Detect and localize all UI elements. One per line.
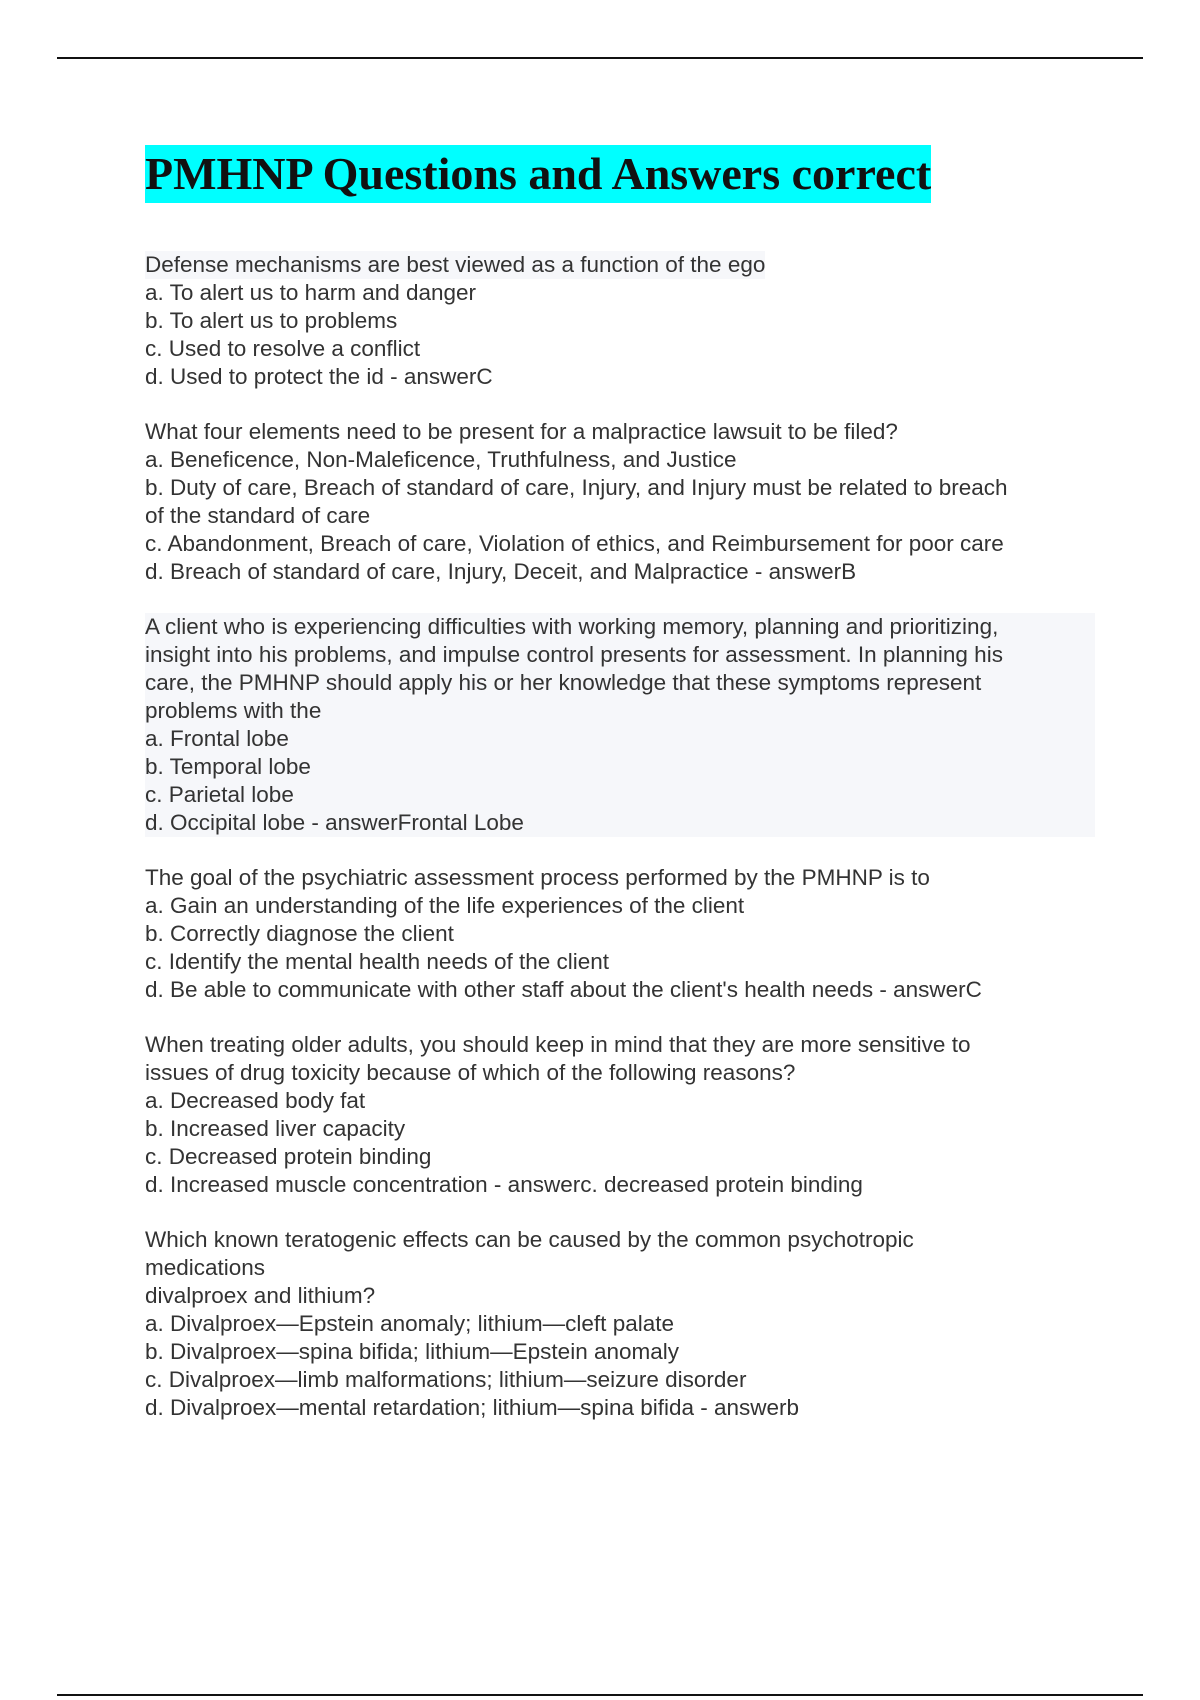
answer-option: c. Identify the mental health needs of the client [145,949,610,974]
answer-option: c. Parietal lobe [145,782,294,807]
question-stem: care, the PMHNP should apply his or her knowledge that these symptoms represent [145,670,982,695]
answer-option: c. Divalproex—limb malformations; lithium—seizure disorder [145,1367,747,1392]
question-block-2 [145,418,1095,586]
answer-option-continued: of the standard of care [145,503,371,528]
answer-option: b. To alert us to problems [145,308,398,333]
answer-option: d. Occipital lobe - answerFrontal Lobe [145,810,524,835]
answer-option: a. Beneficence, Non-Maleficence, Truthfulness, and Justice [145,447,737,472]
answer-option: b. Temporal lobe [145,754,311,779]
question-stem: The goal of the psychiatric assessment process performed by the PMHNP is to [145,865,930,890]
answer-option: d. Increased muscle concentration - answerc. decreased protein binding [145,1172,863,1197]
question-block-3 [145,613,1095,837]
question-stem: medications [145,1255,266,1280]
answer-option: a. Divalproex—Epstein anomaly; lithium—cleft palate [145,1311,674,1336]
question-stem: A client who is experiencing difficulties with working memory, planning and prioritizing, [145,614,999,639]
answer-option: d. Breach of standard of care, Injury, Deceit, and Malpractice - answerB [145,559,857,584]
answer-option: d. Divalproex—mental retardation; lithium—spina bifida - answerb [145,1395,800,1420]
answer-option: d. Used to protect the id - answerC [145,364,493,389]
answer-option: a. Gain an understanding of the life experiences of the client [145,893,745,918]
question-stem: When treating older adults, you should keep in mind that they are more sensitive to [145,1032,971,1057]
answer-option: b. Correctly diagnose the client [145,921,454,946]
question-stem: What four elements need to be present for a malpractice lawsuit to be filed? [145,419,898,444]
question-stem: issues of drug toxicity because of which of the following reasons? [145,1060,796,1085]
question-stem: Defense mechanisms are best viewed as a function of the ego [145,252,766,277]
answer-option: b. Duty of care, Breach of standard of care, Injury, and Injury must be related to breach [145,475,1008,500]
answer-option: c. Decreased protein binding [145,1144,432,1169]
answer-option: d. Be able to communicate with other staff about the client's health needs - answerC [145,977,982,1002]
question-stem: insight into his problems, and impulse control presents for assessment. In planning his [145,642,1003,667]
question-stem: problems with the [145,698,322,723]
question-block-5 [145,1031,1095,1199]
document-body [145,145,1095,1449]
question-block-6 [145,1226,1095,1422]
page-title: PMHNP Questions and Answers correct [145,145,931,203]
question-block-4 [145,864,1095,1004]
answer-option: b. Divalproex—spina bifida; lithium—Epstein anomaly [145,1339,680,1364]
answer-option: c. Used to resolve a conflict [145,336,421,361]
answer-option: a. Decreased body fat [145,1088,366,1113]
answer-option: b. Increased liver capacity [145,1116,406,1141]
question-block-1 [145,251,1095,391]
bottom-rule [57,1694,1143,1696]
question-stem: divalproex and lithium? [145,1283,376,1308]
answer-option: a. To alert us to harm and danger [145,280,477,305]
answer-option: c. Abandonment, Breach of care, Violation of ethics, and Reimbursement for poor care [145,531,1004,556]
top-rule [57,57,1143,59]
title-block [145,145,1095,203]
question-stem: Which known teratogenic effects can be caused by the common psychotropic [145,1227,914,1252]
answer-option: a. Frontal lobe [145,726,289,751]
